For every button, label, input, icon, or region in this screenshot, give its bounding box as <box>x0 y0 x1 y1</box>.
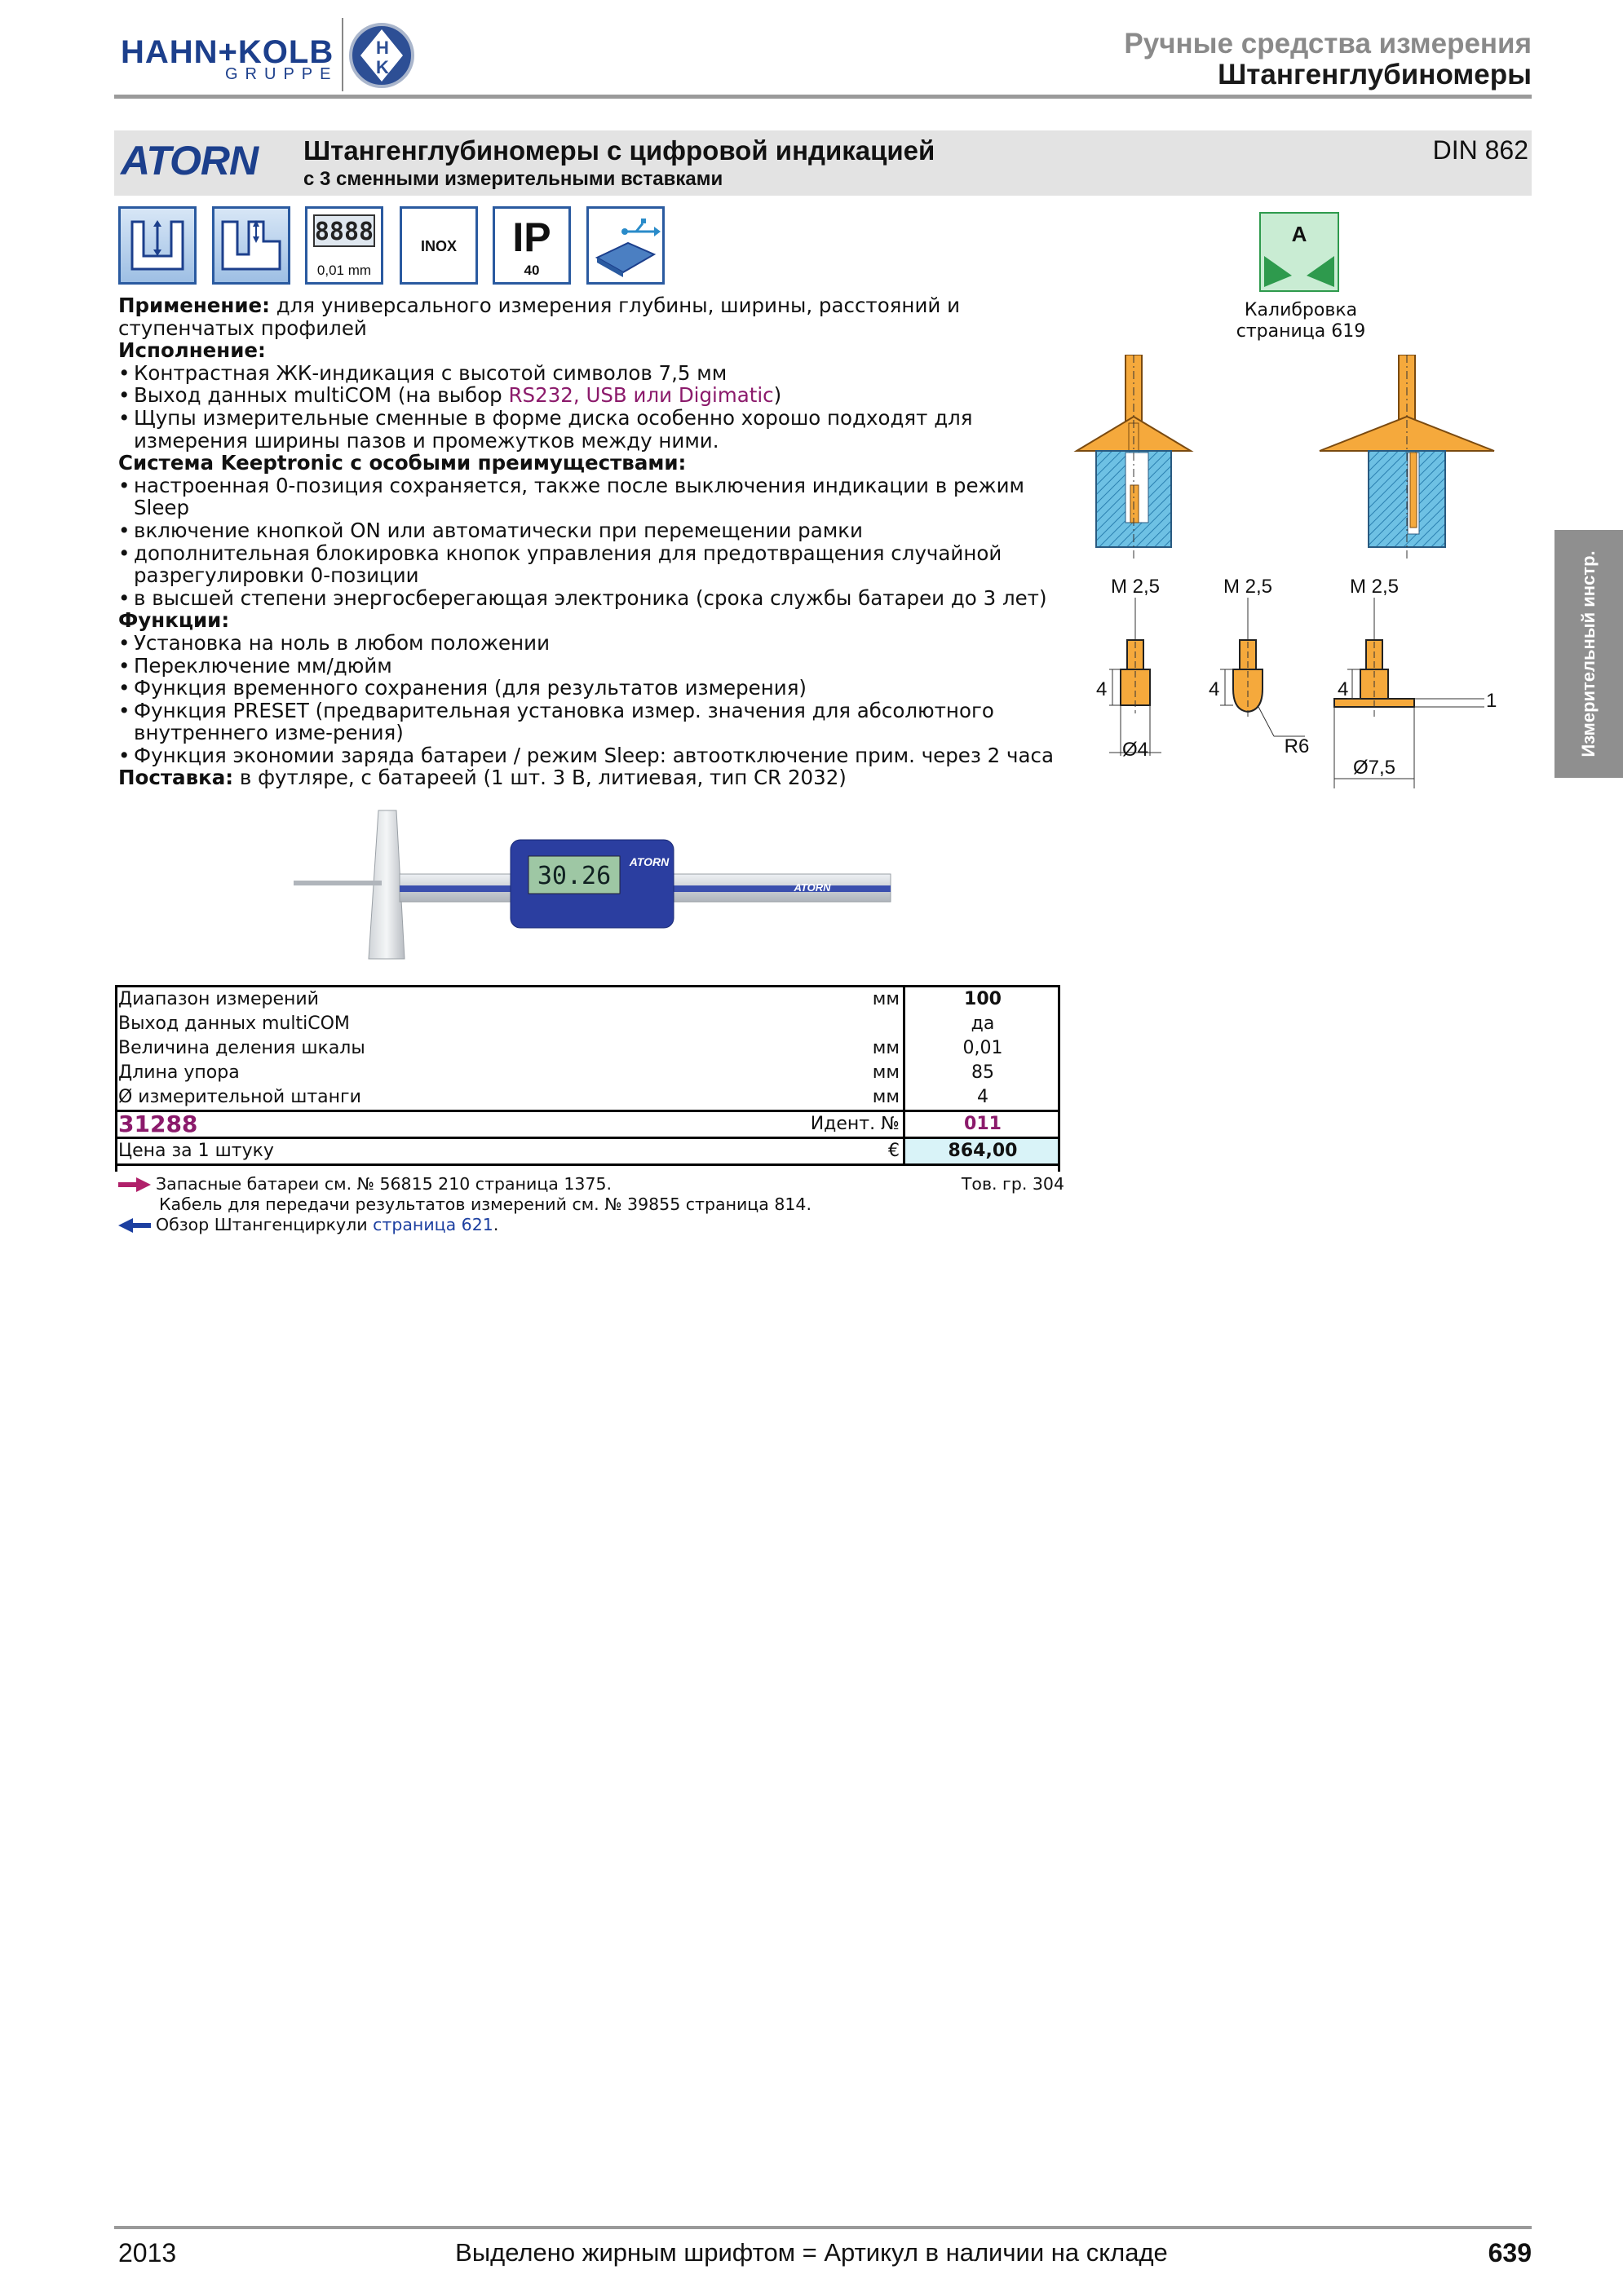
arrow-right-icon <box>118 1177 151 1192</box>
photo-display-value: 30.26 <box>537 862 612 890</box>
supply-label: Поставка: <box>118 766 234 790</box>
calibration-badge: A <box>1291 222 1307 246</box>
table-row <box>115 1061 1060 1085</box>
spec-label: Величина деления шкалы <box>118 1038 365 1058</box>
spec-value: 4 <box>904 1085 1061 1111</box>
depth-drawing-right <box>1320 355 1494 559</box>
product-subtitle: с 3 сменными измерительными вставками <box>303 168 723 190</box>
list-item: • включение кнопкой ON или автоматически при перемещении рамки <box>118 519 1064 542</box>
functions-list <box>118 632 1064 767</box>
description-body <box>118 294 1064 789</box>
list-item: • Функция PRESET (предварительная установка измер. значения для абсолютного внутреннего изме-рения) <box>118 700 1064 744</box>
technical-drawings <box>1060 355 1533 811</box>
calibration-line1: Калибровка <box>1244 300 1358 320</box>
spec-unit: мм <box>872 1038 900 1058</box>
supply-text: в футляре, с батареей (1 шт. 3 В, литиевая, тип CR 2032) <box>233 766 847 790</box>
spec-value: 100 <box>904 987 1061 1013</box>
spec-unit: мм <box>798 987 904 1013</box>
svg-text:8888: 8888 <box>314 218 374 246</box>
calibration-a-icon <box>1259 212 1339 292</box>
spec-value: да <box>904 1012 1061 1036</box>
note-batteries-text[interactable]: Запасные батареи см. № 56815 210 страница 1375. <box>156 1174 612 1194</box>
list-item: • Контрастная ЖК-индикация с высотой символов 7,5 мм <box>118 362 1064 385</box>
atorn-logo: ATORN <box>121 138 259 183</box>
list-item: • Установка на ноль в любом положении <box>118 632 1064 655</box>
note-overview <box>118 1215 1064 1235</box>
hahn-kolb-logo-text: HAHN+KOLB <box>121 34 334 70</box>
header-rule <box>114 95 1532 99</box>
execution-list <box>118 362 1064 452</box>
product-title: Штангенглубиномеры с цифровой индикацией <box>303 135 935 166</box>
insert-disc <box>1334 632 1497 788</box>
insert-ball <box>1209 632 1309 757</box>
inox-icon <box>400 206 478 285</box>
hahn-kolb-logo-sub: GRUPPE <box>225 65 338 83</box>
diameter-label: Ø4 <box>1121 739 1149 761</box>
list-item <box>118 384 1064 407</box>
photo-brand-label: ATORN <box>629 855 670 868</box>
calibration-text <box>1215 300 1386 342</box>
list-item: • Щупы измерительные сменные в форме диска особенно хорошо подходят для измерения ширины пазов и промежутков между ними. <box>118 407 1064 452</box>
table-row <box>115 987 1060 1013</box>
list-item: • дополнительная блокировка кнопок управления для предотвращения случайной разрегулировки 0-позиции <box>118 542 1064 587</box>
spec-label: Ø измерительной штанги <box>118 1087 361 1107</box>
list-item: • Переключение мм/дюйм <box>118 655 1064 678</box>
price-row <box>115 1138 1060 1165</box>
height-label: 4 <box>1338 678 1349 700</box>
multicom-options-link[interactable]: RS232, USB или Digimatic <box>508 383 774 408</box>
application-label: Применение: <box>118 294 270 317</box>
thread-label: M 2,5 <box>1349 576 1400 598</box>
depth-drawing-left <box>1077 355 1191 559</box>
thread-label: M 2,5 <box>1223 576 1273 598</box>
list-item: • Функция экономии заряда батареи / режим Sleep: автоотключение прим. через 2 часа <box>118 744 1064 767</box>
digital-display-label: 0,01 mm <box>316 263 372 278</box>
price-value: 864,00 <box>904 1138 1061 1165</box>
ident-label: Идент. № <box>798 1111 904 1138</box>
keeptronic-label: Система Keeptronic с особыми преимуществами: <box>118 451 687 475</box>
side-tab-label: Измерительный инстр. <box>1578 550 1599 757</box>
execution-label: Исполнение: <box>118 338 266 363</box>
table-row <box>115 1012 1060 1036</box>
price-label: Цена за 1 штуку <box>115 1138 798 1165</box>
calibration-page-link[interactable]: страница 619 <box>1236 321 1366 342</box>
ip-rating-icon <box>493 206 571 285</box>
svg-text:K: K <box>376 57 389 77</box>
spec-label: Диапазон измерений <box>115 987 798 1013</box>
ip-rating-label: IP <box>512 214 551 260</box>
table-row <box>115 1085 1060 1111</box>
height-label: 4 <box>1209 678 1220 700</box>
spec-label: Длина упора <box>118 1062 240 1083</box>
product-group: Тов. гр. 304 <box>961 1174 1064 1194</box>
radius-label: R6 <box>1284 735 1310 757</box>
spec-label: Выход данных multiCOM <box>118 1013 350 1034</box>
supply-paragraph <box>118 766 1064 789</box>
header-category: Ручные средства измерения <box>1124 28 1532 60</box>
arrow-left-icon <box>118 1218 151 1233</box>
spec-unit: мм <box>872 1087 900 1107</box>
spec-table <box>115 985 1060 1166</box>
ident-value[interactable]: 011 <box>904 1111 1061 1138</box>
keeptronic-list <box>118 475 1064 610</box>
multicom-pre: Выход данных multiCOM (на выбор <box>134 383 509 408</box>
spec-value: 0,01 <box>904 1036 1061 1061</box>
spec-value: 85 <box>904 1061 1061 1085</box>
footer-legend: Выделено жирным шрифтом = Артикул в наличии на складе <box>455 2238 1168 2267</box>
depth-measure-icon <box>118 206 197 285</box>
application-text: для универсального измерения глубины, ширины, расстояний и ступенчатых профилей <box>118 294 960 340</box>
page-number: 639 <box>1488 2238 1532 2267</box>
header-subcategory: Штангенглубиномеры <box>1218 59 1532 91</box>
inox-label: INOX <box>420 238 457 254</box>
svg-text:H: H <box>376 38 389 58</box>
hk-badge-icon <box>341 18 414 91</box>
currency: € <box>798 1138 904 1165</box>
side-tab[interactable] <box>1554 530 1623 778</box>
din-standard: DIN 862 <box>1432 135 1528 165</box>
note-batteries <box>118 1174 1064 1194</box>
list-item: • настроенная 0-позиция сохраняется, также после выключения индикации в режим Sleep <box>118 475 1064 519</box>
product-photo <box>290 799 894 975</box>
insert-cylinder <box>1096 632 1161 761</box>
footnotes <box>118 1174 1064 1235</box>
disc-diameter-label: Ø7,5 <box>1352 757 1396 779</box>
thread-label: M 2,5 <box>1110 576 1161 598</box>
height-label: 4 <box>1096 678 1108 700</box>
spec-unit: мм <box>872 1062 900 1083</box>
application-paragraph <box>118 294 1064 339</box>
thickness-label: 1 <box>1486 690 1497 712</box>
multicom-post: ) <box>773 383 782 408</box>
list-item: • в высшей степени энергосберегающая электроника (срока службы батареи до 3 лет) <box>118 587 1064 610</box>
table-row <box>115 1036 1060 1061</box>
note-overview-text: Обзор Штангенциркули <box>156 1215 374 1234</box>
ip-rating-value: 40 <box>524 263 540 278</box>
functions-label: Функции: <box>118 608 230 633</box>
note-overview-post: . <box>493 1215 499 1234</box>
step-measure-icon <box>212 206 290 285</box>
spec-unit <box>798 1012 904 1036</box>
list-item: • Функция временного сохранения (для результатов измерения) <box>118 677 1064 700</box>
overview-page-link[interactable]: страница 621 <box>373 1215 493 1234</box>
digital-display-icon <box>305 206 383 285</box>
footer-rule <box>114 2226 1532 2229</box>
article-row <box>115 1111 1060 1138</box>
article-number[interactable]: 31288 <box>115 1111 798 1138</box>
footer-year: 2013 <box>118 2238 177 2267</box>
photo-bar-brand: ATORN <box>794 881 831 894</box>
note-cable[interactable]: Кабель для передачи результатов измерений см. № 39855 страница 814. <box>159 1194 812 1214</box>
usb-data-icon <box>586 206 665 285</box>
